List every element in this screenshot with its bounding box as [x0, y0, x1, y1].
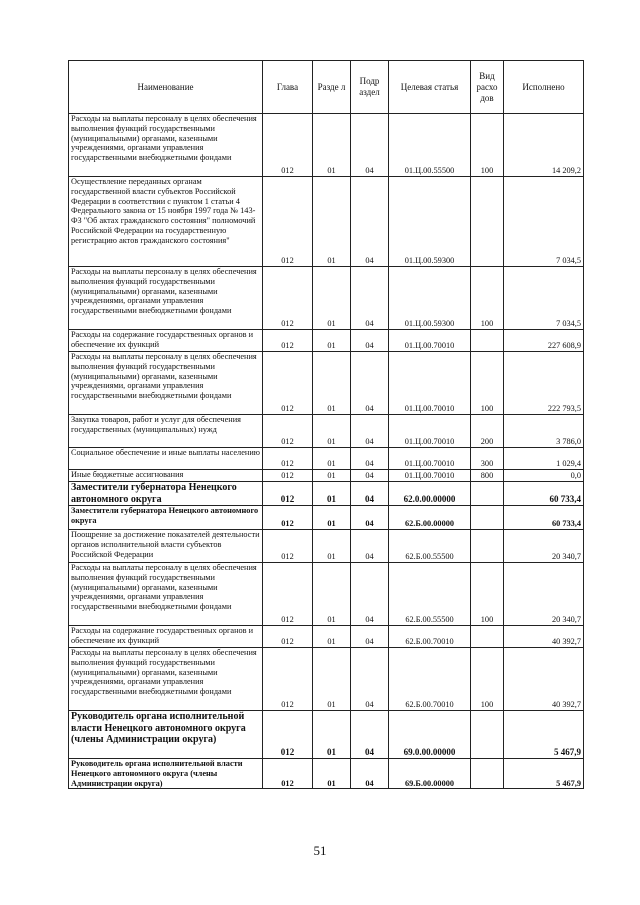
row-subsection: 04 [351, 506, 389, 530]
table-row [69, 648, 584, 711]
row-chapter: 012 [263, 563, 313, 626]
row-amount: 1 029,4 [504, 448, 584, 470]
table-row [69, 563, 584, 626]
row-name: Заместители губернатора Ненецкого автономного округа [69, 506, 263, 530]
row-section: 01 [313, 470, 351, 482]
row-chapter: 012 [263, 330, 313, 352]
row-amount: 7 034,5 [504, 177, 584, 267]
row-subsection: 04 [351, 470, 389, 482]
row-amount: 40 392,7 [504, 626, 584, 648]
row-chapter: 012 [263, 759, 313, 789]
row-subsection: 04 [351, 626, 389, 648]
row-expense-type [471, 759, 504, 789]
row-subsection: 04 [351, 648, 389, 711]
row-chapter: 012 [263, 506, 313, 530]
row-expense-type: 100 [471, 563, 504, 626]
table-row [69, 506, 584, 530]
page-number: 51 [313, 843, 327, 858]
row-section: 01 [313, 711, 351, 759]
row-name: Расходы на содержание государственных органов и обеспечение их функций [69, 626, 263, 648]
row-section: 01 [313, 415, 351, 448]
row-target-item: 01.Ц.00.70010 [389, 330, 471, 352]
row-amount: 60 733,4 [504, 482, 584, 506]
row-subsection: 04 [351, 759, 389, 789]
row-expense-type [471, 177, 504, 267]
row-expense-type [471, 711, 504, 759]
row-chapter: 012 [263, 267, 313, 330]
row-expense-type: 300 [471, 448, 504, 470]
table-row [69, 759, 584, 789]
row-section: 01 [313, 114, 351, 177]
row-amount: 3 786,0 [504, 415, 584, 448]
row-subsection: 04 [351, 267, 389, 330]
row-chapter: 012 [263, 482, 313, 506]
row-section: 01 [313, 506, 351, 530]
row-target-item: 62.0.00.00000 [389, 482, 471, 506]
row-name: Заместители губернатора Ненецкого автономного округа [69, 482, 263, 506]
row-amount: 20 340,7 [504, 530, 584, 563]
row-expense-type: 100 [471, 648, 504, 711]
row-chapter: 012 [263, 352, 313, 415]
row-name: Расходы на выплаты персоналу в целях обеспечения выполнения функций государственными (муниципальными) органами, казенными учреждениями, органами управления государственными внебюджетными фондами [69, 267, 263, 330]
row-target-item: 01.Ц.00.70010 [389, 448, 471, 470]
row-amount: 5 467,9 [504, 711, 584, 759]
row-expense-type [471, 530, 504, 563]
col-header-target-item: Целевая статья [389, 61, 471, 114]
row-name: Закупка товаров, работ и услуг для обеспечения государственных (муниципальных) нужд [69, 415, 263, 448]
row-section: 01 [313, 759, 351, 789]
row-target-item: 69.0.00.00000 [389, 711, 471, 759]
row-expense-type: 200 [471, 415, 504, 448]
row-name: Расходы на выплаты персоналу в целях обеспечения выполнения функций государственными (муниципальными) органами, казенными учреждениями, органами управления государственными внебюджетными фондами [69, 563, 263, 626]
row-chapter: 012 [263, 530, 313, 563]
row-name: Расходы на содержание государственных органов и обеспечение их функций [69, 330, 263, 352]
row-section: 01 [313, 448, 351, 470]
row-amount: 60 733,4 [504, 506, 584, 530]
row-section: 01 [313, 267, 351, 330]
row-expense-type [471, 330, 504, 352]
col-header-executed: Исполнено [504, 61, 584, 114]
row-amount: 7 034,5 [504, 267, 584, 330]
row-expense-type: 800 [471, 470, 504, 482]
row-name: Расходы на выплаты персоналу в целях обеспечения выполнения функций государственными (муниципальными) органами, казенными учреждениями, органами управления государственными внебюджетными фондами [69, 648, 263, 711]
budget-table [68, 60, 584, 789]
row-expense-type [471, 626, 504, 648]
row-name: Руководитель органа исполнительной власти Ненецкого автономного округа (члены Администрации округа) [69, 711, 263, 759]
row-amount: 0,0 [504, 470, 584, 482]
row-chapter: 012 [263, 648, 313, 711]
col-header-chapter: Глава [263, 61, 313, 114]
row-name: Поощрение за достижение показателей деятельности органов исполнительной власти субъектов Российской Федерации [69, 530, 263, 563]
row-amount: 40 392,7 [504, 648, 584, 711]
table-row [69, 352, 584, 415]
row-section: 01 [313, 530, 351, 563]
row-target-item: 62.Б.00.70010 [389, 626, 471, 648]
row-amount: 5 467,9 [504, 759, 584, 789]
table-row [69, 530, 584, 563]
row-amount: 20 340,7 [504, 563, 584, 626]
row-subsection: 04 [351, 177, 389, 267]
row-chapter: 012 [263, 114, 313, 177]
row-subsection: 04 [351, 114, 389, 177]
row-expense-type [471, 506, 504, 530]
row-target-item: 01.Ц.00.59300 [389, 267, 471, 330]
table-row [69, 177, 584, 267]
row-target-item: 62.Б.00.70010 [389, 648, 471, 711]
row-target-item: 62.Б.00.55500 [389, 563, 471, 626]
table-row [69, 711, 584, 759]
col-header-subsection: Подр аздел [351, 61, 389, 114]
table-row [69, 448, 584, 470]
col-header-section: Разде л [313, 61, 351, 114]
header-row [69, 61, 584, 114]
table-row [69, 330, 584, 352]
row-section: 01 [313, 563, 351, 626]
row-target-item: 01.Ц.00.70010 [389, 352, 471, 415]
row-name: Руководитель органа исполнительной власти Ненецкого автономного округа (члены Администрации округа) [69, 759, 263, 789]
row-chapter: 012 [263, 470, 313, 482]
row-section: 01 [313, 626, 351, 648]
row-subsection: 04 [351, 448, 389, 470]
row-expense-type: 100 [471, 114, 504, 177]
row-subsection: 04 [351, 482, 389, 506]
row-subsection: 04 [351, 330, 389, 352]
row-section: 01 [313, 352, 351, 415]
row-expense-type [471, 482, 504, 506]
row-name: Расходы на выплаты персоналу в целях обеспечения выполнения функций государственными (муниципальными) органами, казенными учреждениями, органами управления государственными внебюджетными фондами [69, 114, 263, 177]
row-subsection: 04 [351, 530, 389, 563]
row-section: 01 [313, 482, 351, 506]
row-subsection: 04 [351, 563, 389, 626]
row-target-item: 62.Б.00.00000 [389, 506, 471, 530]
row-expense-type: 100 [471, 267, 504, 330]
row-target-item: 62.Б.00.55500 [389, 530, 471, 563]
row-chapter: 012 [263, 177, 313, 267]
row-name: Осуществление переданных органам государственной власти субъектов Российской Федерации в соответствии с пунктом 1 статьи 4 Федерального закона от 15 ноября 1997 года № 143-ФЗ "Об актах гражданского состояния" полномочий Российской Федерации на государственную регистрацию актов гражданского состояния" [69, 177, 263, 267]
row-chapter: 012 [263, 711, 313, 759]
table-row [69, 482, 584, 506]
row-name: Расходы на выплаты персоналу в целях обеспечения выполнения функций государственными (муниципальными) органами, казенными учреждениями, органами управления государственными внебюджетными фондами [69, 352, 263, 415]
row-target-item: 01.Ц.00.55500 [389, 114, 471, 177]
table-row [69, 267, 584, 330]
table-row [69, 626, 584, 648]
row-chapter: 012 [263, 626, 313, 648]
row-amount: 227 608,9 [504, 330, 584, 352]
row-section: 01 [313, 177, 351, 267]
table-row [69, 415, 584, 448]
row-target-item: 01.Ц.00.70010 [389, 415, 471, 448]
col-header-expense-type: Вид расхо дов [471, 61, 504, 114]
row-expense-type: 100 [471, 352, 504, 415]
row-chapter: 012 [263, 448, 313, 470]
row-target-item: 01.Ц.00.59300 [389, 177, 471, 267]
row-name: Социальное обеспечение и иные выплаты населению [69, 448, 263, 470]
row-target-item: 01.Ц.00.70010 [389, 470, 471, 482]
row-amount: 222 793,5 [504, 352, 584, 415]
row-chapter: 012 [263, 415, 313, 448]
row-section: 01 [313, 648, 351, 711]
row-subsection: 04 [351, 415, 389, 448]
row-subsection: 04 [351, 352, 389, 415]
row-name: Иные бюджетные ассигнования [69, 470, 263, 482]
table-row [69, 114, 584, 177]
table-row [69, 470, 584, 482]
row-target-item: 69.Б.00.00000 [389, 759, 471, 789]
row-amount: 14 209,2 [504, 114, 584, 177]
col-header-name: Наименование [69, 61, 263, 114]
row-subsection: 04 [351, 711, 389, 759]
row-section: 01 [313, 330, 351, 352]
